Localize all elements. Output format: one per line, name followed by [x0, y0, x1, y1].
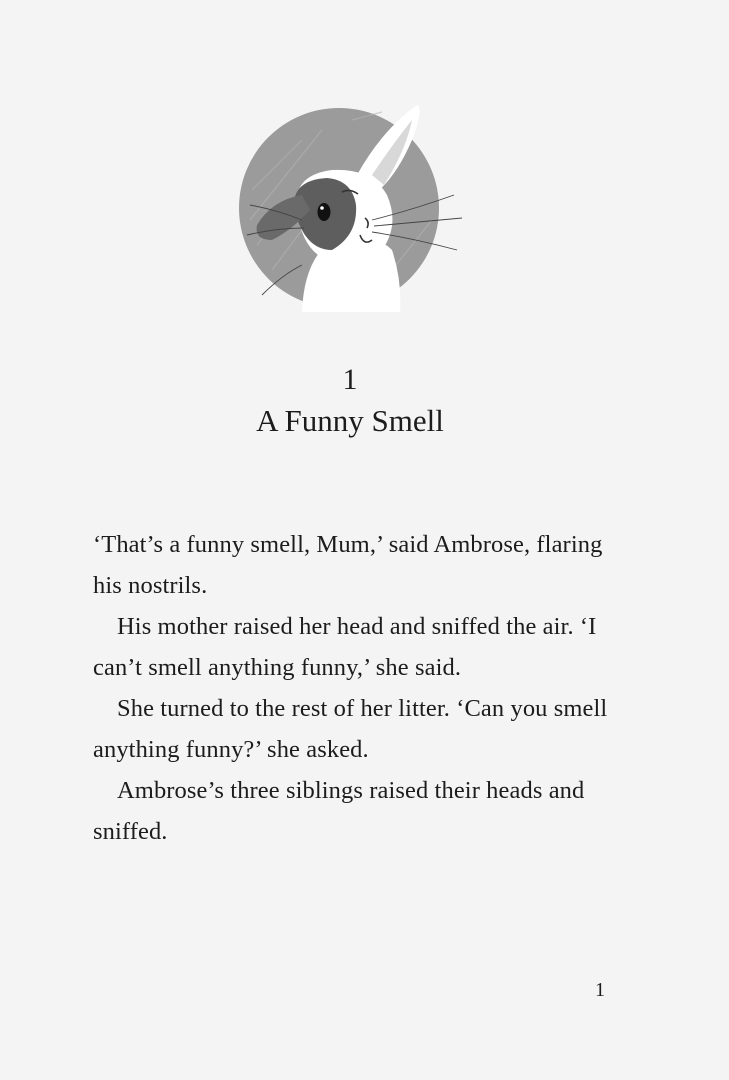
rabbit-eye	[318, 203, 331, 221]
chapter-number: 1	[342, 363, 358, 396]
paragraph: Ambrose’s three siblings raised their heads and sniffed.	[93, 777, 585, 845]
rabbit-portrait-icon	[232, 100, 472, 312]
chapter-title: A Funny Smell	[256, 403, 444, 438]
chapter-body	[93, 524, 613, 852]
paragraph: ‘That’s a funny smell, Mum,’ said Ambrose, flaring his nostrils.	[93, 531, 603, 599]
paragraph: His mother raised her head and sniffed the air. ‘I can’t smell anything funny,’ she said.	[93, 613, 597, 681]
paragraph: She turned to the rest of her litter. ‘Can you smell anything funny?’ she asked.	[93, 695, 608, 763]
page-number: 1	[595, 979, 605, 1001]
